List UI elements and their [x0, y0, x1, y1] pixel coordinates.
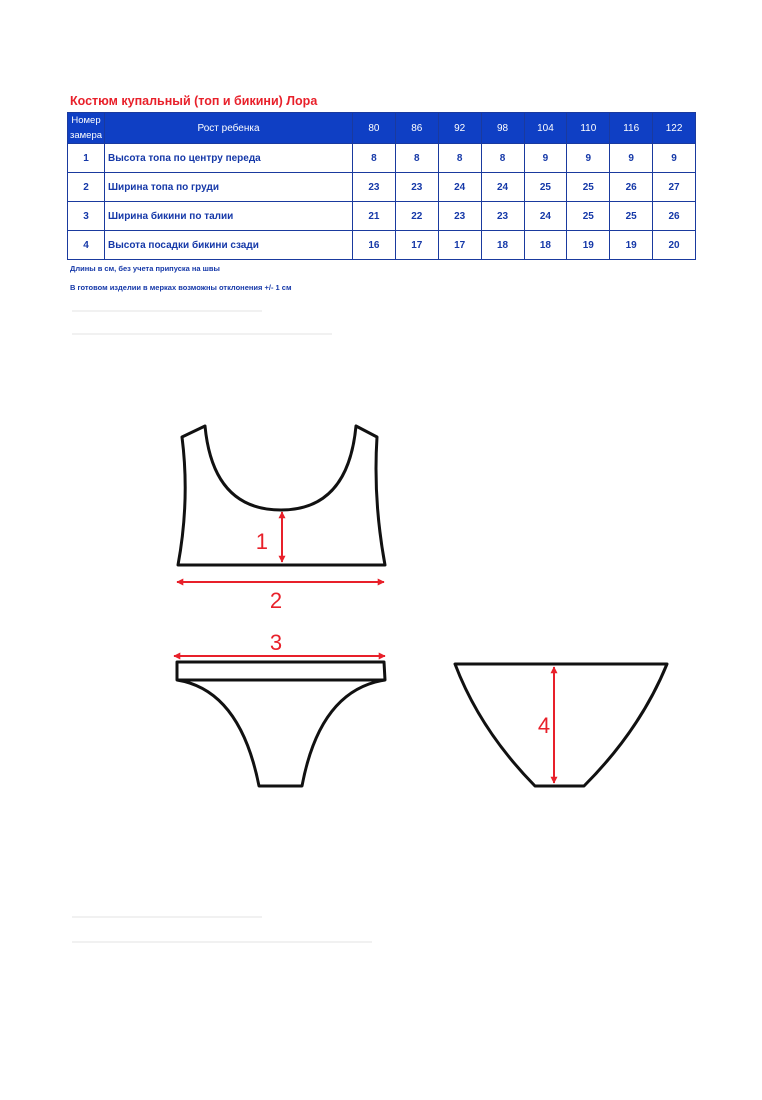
measure-2-label: 2: [269, 588, 283, 613]
measure-value: 25: [567, 173, 610, 202]
measure-value: 25: [567, 202, 610, 231]
tolerance-note: В готовом изделии в мерках возможны отклонения +/- 1 см: [70, 283, 292, 292]
measure-value: 19: [567, 231, 610, 260]
size-header: 122: [653, 113, 696, 144]
measure-value: 9: [610, 144, 653, 173]
size-header: 92: [438, 113, 481, 144]
measure-value: 8: [481, 144, 524, 173]
measure-name: Ширина топа по груди: [105, 173, 353, 202]
measure-value: 23: [353, 173, 396, 202]
units-note: Длины в см, без учета припуска на швы: [70, 264, 220, 273]
measure-value: 9: [567, 144, 610, 173]
measure-value: 17: [395, 231, 438, 260]
measure-value: 22: [395, 202, 438, 231]
size-header: 104: [524, 113, 567, 144]
measure-value: 18: [481, 231, 524, 260]
measure-name: Ширина бикини по талии: [105, 202, 353, 231]
measure-number: 4: [68, 231, 105, 260]
measure-value: 24: [438, 173, 481, 202]
measure-value: 27: [653, 173, 696, 202]
bikini-front-outline: [177, 662, 385, 786]
measure-value: 9: [524, 144, 567, 173]
measure-value: 24: [524, 202, 567, 231]
measure-value: 23: [395, 173, 438, 202]
measure-value: 24: [481, 173, 524, 202]
measure-name: Высота посадки бикини сзади: [105, 231, 353, 260]
measure-value: 18: [524, 231, 567, 260]
measure-value: 25: [610, 202, 653, 231]
measure-3-label: 3: [269, 630, 283, 655]
measure-1-label: 1: [255, 529, 268, 554]
measure-value: 17: [438, 231, 481, 260]
bikini-back-outline: [455, 664, 667, 786]
measure-number: 3: [68, 202, 105, 231]
size-header: 98: [481, 113, 524, 144]
measure-number: 2: [68, 173, 105, 202]
measure-4-label: 4: [537, 713, 551, 738]
measure-value: 8: [353, 144, 396, 173]
child-height-header: Рост ребенка: [105, 113, 353, 144]
measure-value: 16: [353, 231, 396, 260]
measure-value: 8: [438, 144, 481, 173]
measure-name: Высота топа по центру переда: [105, 144, 353, 173]
size-header: 116: [610, 113, 653, 144]
size-header: 86: [395, 113, 438, 144]
measure-number-header: Номер замера: [68, 113, 105, 144]
measure-value: 25: [524, 173, 567, 202]
measure-value: 20: [653, 231, 696, 260]
measure-value: 21: [353, 202, 396, 231]
document-title: Костюм купальный (топ и бикини) Лора: [70, 94, 318, 108]
measure-value: 8: [395, 144, 438, 173]
measure-value: 9: [653, 144, 696, 173]
measure-value: 23: [438, 202, 481, 231]
measure-value: 19: [610, 231, 653, 260]
measure-value: 26: [610, 173, 653, 202]
measure-value: 23: [481, 202, 524, 231]
measure-number: 1: [68, 144, 105, 173]
measure-value: 26: [653, 202, 696, 231]
size-header: 80: [353, 113, 396, 144]
size-header: 110: [567, 113, 610, 144]
